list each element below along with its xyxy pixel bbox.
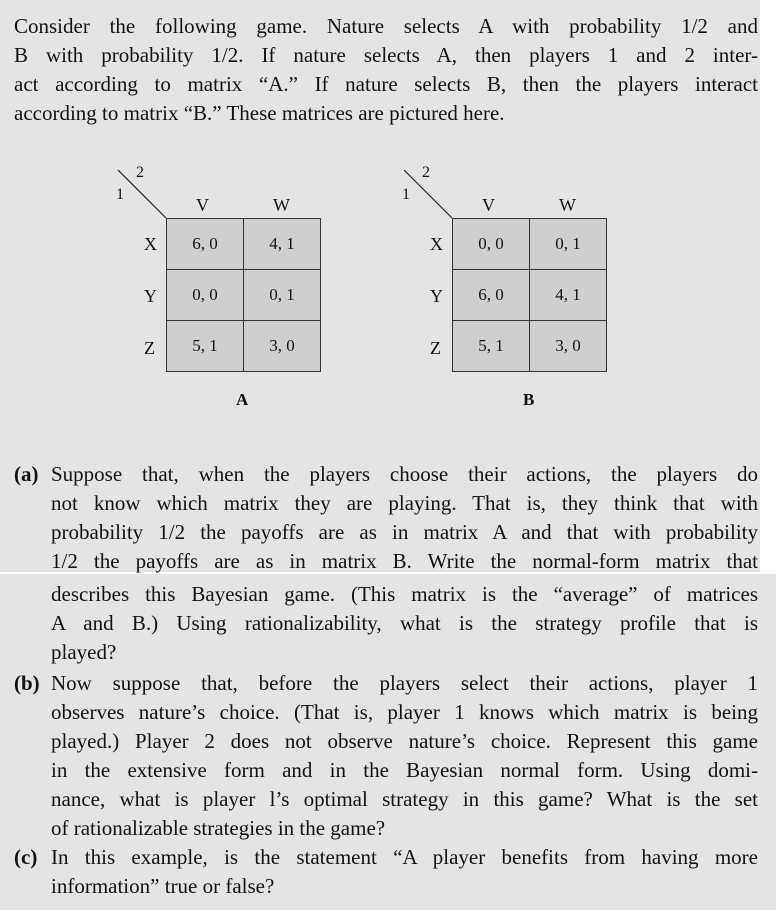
matrix-cell: 0, 1: [244, 270, 321, 321]
question-c: [14, 843, 758, 901]
question-b-tag: (b): [14, 671, 40, 695]
question-c-body: [51, 843, 758, 901]
matrix-cell: 3, 0: [244, 321, 321, 372]
intro-line: according to matrix “B.” These matrices are pictured here.: [14, 101, 505, 125]
question-line: In this example, is the statement “A player benefits from having more: [51, 845, 758, 869]
question-line: probability 1/2 the payoffs are as in matrix A and that with probability: [51, 520, 758, 544]
matrix-a-table: [166, 218, 321, 372]
matrix-b-col-label: V: [482, 195, 495, 215]
matrix-b-table: [452, 218, 607, 372]
question-a-tag: (a): [14, 462, 39, 486]
question-line: not know which matrix they are playing. That is, they think that with: [51, 491, 758, 515]
question-a: [14, 460, 758, 576]
matrix-cell: 6, 0: [453, 270, 530, 321]
question-line: of rationalizable strategies in the game?: [51, 816, 386, 840]
matrix-a-player-row: 1: [116, 186, 124, 203]
question-a-continued: [14, 580, 758, 667]
matrix-cell: 6, 0: [167, 219, 244, 270]
question-line: nance, what is player l’s optimal strategy in this game? What is the set: [51, 787, 758, 811]
matrix-a-row-label: Z: [144, 338, 155, 358]
matrix-a-player-col: 2: [136, 164, 144, 181]
question-line: Suppose that, when the players choose their actions, the players do: [51, 462, 758, 486]
matrix-b-row-label: Y: [430, 286, 443, 306]
matrix-cell: 5, 1: [167, 321, 244, 372]
table-row: [167, 270, 321, 321]
matrix-b-title: B: [523, 390, 535, 409]
intro-line: B with probability 1/2. If nature selects A, then players 1 and 2 inter-: [14, 43, 758, 67]
matrix-a-col-label: V: [196, 195, 209, 215]
question-line: observes nature’s choice. (That is, player 1 knows which matrix is being: [51, 700, 758, 724]
table-row: [453, 270, 607, 321]
matrix-cell: 5, 1: [453, 321, 530, 372]
table-row: [453, 321, 607, 372]
intro-paragraph: [14, 12, 758, 128]
question-b-body: [51, 669, 758, 843]
question-a-body-continued: [51, 580, 758, 667]
question-line: played.) Player 2 does not observe nature’s choice. Represent this game: [51, 729, 758, 753]
matrix-a-col-label: W: [273, 195, 290, 215]
matrix-b-col-label: W: [559, 195, 576, 215]
table-row: [167, 219, 321, 270]
question-line: A and B.) Using rationalizability, what is the strategy profile that is: [51, 611, 758, 635]
matrix-b-player-row: 1: [402, 186, 410, 203]
matrix-b-player-col: 2: [422, 164, 430, 181]
question-line: 1/2 the payoffs are as in matrix B. Write the normal-form matrix that: [51, 549, 758, 573]
intro-line: act according to matrix “A.” If nature selects B, then the players interact: [14, 72, 758, 96]
question-line: played?: [51, 640, 117, 664]
question-line: information” true or false?: [51, 874, 275, 898]
question-line: Now suppose that, before the players select their actions, player 1: [51, 671, 758, 695]
question-b: [14, 669, 758, 843]
question-a-body: [51, 460, 758, 576]
question-line: in the extensive form and in the Bayesian normal form. Using domi-: [51, 758, 758, 782]
matrix-cell: 0, 1: [530, 219, 607, 270]
matrix-cell: 0, 0: [167, 270, 244, 321]
matrix-b: [396, 162, 636, 412]
question-c-tag: (c): [14, 845, 38, 869]
matrix-cell: 4, 1: [244, 219, 321, 270]
matrix-cell: 0, 0: [453, 219, 530, 270]
matrix-a-row-label: Y: [144, 286, 157, 306]
intro-line: Consider the following game. Nature selects A with probability 1/2 and: [14, 14, 758, 38]
matrix-a-row-label: X: [144, 234, 157, 254]
matrix-cell: 3, 0: [530, 321, 607, 372]
table-row: [453, 219, 607, 270]
matrix-a: [110, 162, 350, 412]
matrix-b-row-label: Z: [430, 338, 441, 358]
matrix-b-row-label: X: [430, 234, 443, 254]
question-line: describes this Bayesian game. (This matrix is the “average” of matrices: [51, 582, 758, 606]
matrix-a-title: A: [236, 390, 249, 409]
matrix-cell: 4, 1: [530, 270, 607, 321]
table-row: [167, 321, 321, 372]
